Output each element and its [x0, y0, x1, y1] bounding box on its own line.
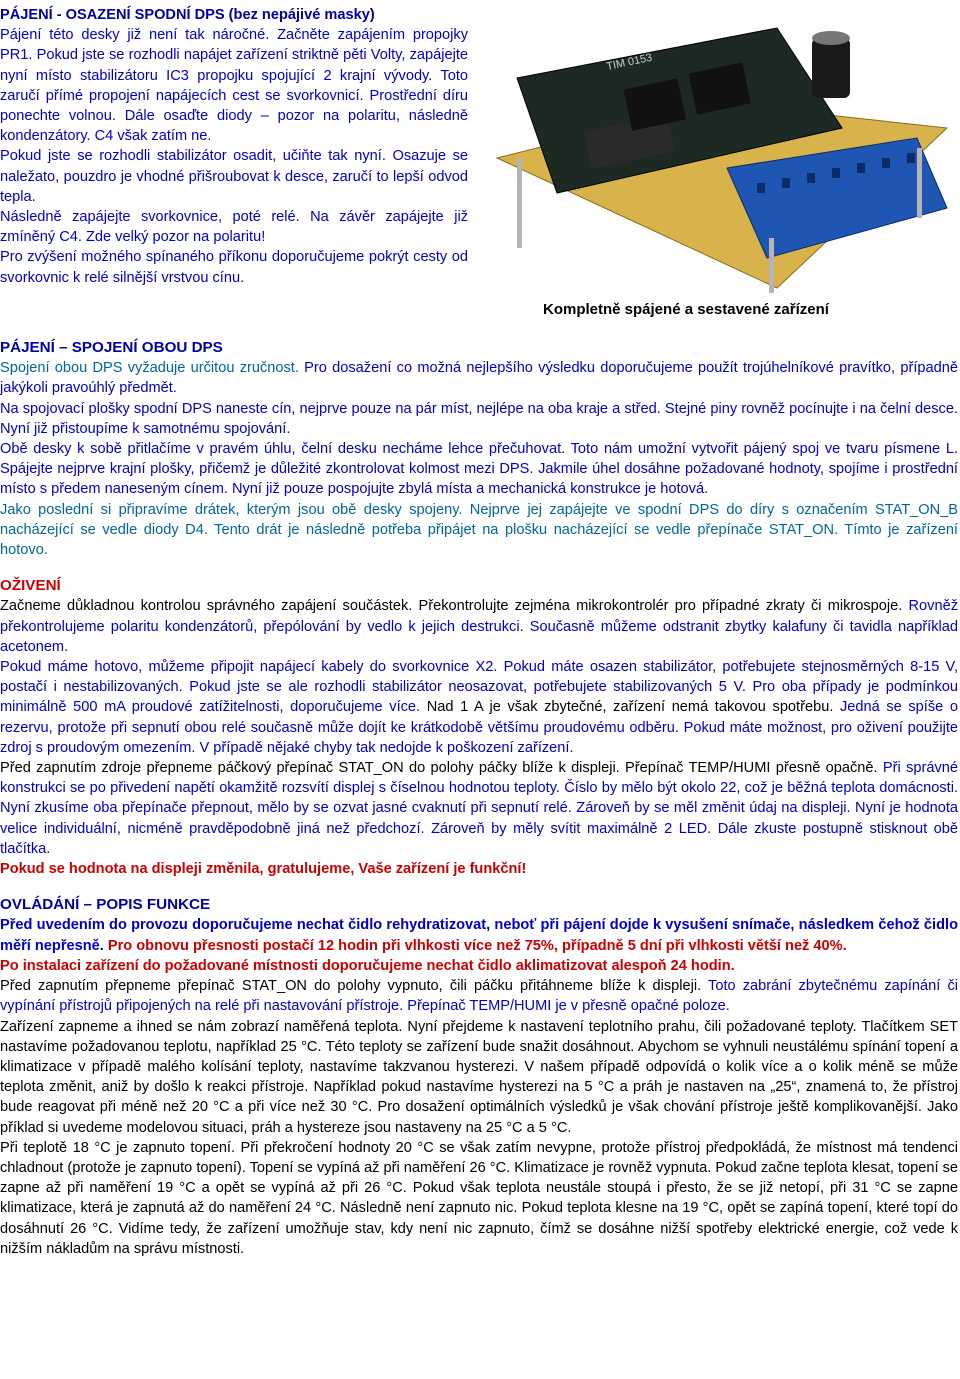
device-photo: [477, 8, 959, 296]
paragraph: Při teplotě 18 °C je zapnuto topení. Při překročení hodnoty 20 °C se však zatím nevypne, protože přístroj předpokládá, že místnost má tendenci chladnout (protože je zapnuto topení). Topení se vypíná až při naměření 26 °C. Klimatizace je rovněž vypnuta. Pokud začne teplota klesat, topení se zapne až při naměření 19 °C a opět se vypíná až při 26 °C. Pokud však teplota neustále stoupá i přesto, že se již netopí, při 31 °C se zapne klimatizace, která je zapnutá až do naměření 24 °C. Následně není zapnuto nic. Pokud teplota klesne na 19 °C, opět se zapíná topení, které topí do dosáhnutí 26 °C. Vidíme tedy, že zařízení umožňuje stav, kdy není nic zapnuto, čímž se dosáhne nižší spotřeby elektrické energie, což vede k nižším nákladům na správu místnosti.: [0, 1139, 958, 1257]
paragraph: Před zapnutím zdroje přepneme páčkový přepínač STAT_ON do polohy páčky blíže k displeji. Přepínač TEMP/HUMI přesně opačně. Při správné konstrukci se po přivedení napětí okamžitě rozsvítí displej s číselnou hodnotou teploty. Číslo by mělo být okolo 22, což je běžná teplota domácnosti. Nyní zkusíme oba přepínače přepnout, mělo by se ozvat jasné cvaknutí při sepnutí relé. Zároveň by se měl změnit údaj na displeji. Nyní je hodnota velice individuální, nicméně pravděpodobně jiná než předchozí. Zároveň by měly svítit maximálně 2 LED. Dále zkuste postupně stisknout obě tlačítka.: [0, 760, 958, 857]
paragraph: Pokud jste se rozhodli stabilizátor osadit, učiňte tak nyní. Osazuje se naležato, pouzdro je vhodné přišroubovat k desce, zaručí to lepší odvod tepla.: [0, 148, 468, 205]
top-text-column: [0, 5, 468, 288]
paragraph: Následně zapájejte svorkovnice, poté relé. Na závěr zapájejte již zmíněný C4. Zde velký pozor na polaritu!: [0, 209, 468, 246]
paragraph: Pokud se hodnota na displeji změnila, gratulujeme, Vaše zařízení je funkční!: [0, 861, 527, 878]
paragraph: Pro zvýšení možného spínaného příkonu doporučujeme pokrýt cesty od svorkovnic k relé silnější vrstvou cínu.: [0, 249, 468, 286]
section-title-operation: OVLÁDÁNÍ – POPIS FUNKCE: [0, 896, 211, 914]
paragraph: Před uvedením do provozu doporučujeme nechat čidlo rehydratizovat, neboť při pájení dojde k vysušení snímače, následkem čehož čidlo měří nepřesně. Pro obnovu přesnosti postačí 12 hodin při vlhkosti více než 75%, případně 5 dní při vlhkosti větší než 40%.: [0, 917, 958, 954]
paragraph: Po instalaci zařízení do požadované místnosti doporučujeme nechat čidlo aklimatizovat alespoň 24 hodin.: [0, 957, 735, 974]
paragraph: Obě desky k sobě přitlačíme v pravém úhlu, čelní desku necháme lehce přečuhovat. Toto nám umožní vytvořit pájený spoj ve tvaru písmene L. Spájejte nejprve krajní plošky, přičemž je důležité zkontrolovat kolmost mezi DPS. Jakmile úhel dosáhne požadované hodnoty, spojíme i prostřední místo s předem naneseným cínem. Nyní již pouze pospojujte zbylá místa a mechanická konstrukce je hotová.: [0, 441, 958, 498]
photo-caption: Kompletně spájené a sestavené zařízení: [543, 301, 829, 318]
paragraph: Na spojovací plošky spodní DPS naneste cín, nejprve pouze na pár míst, nejlépe na oba kraje a střed. Stejné piny rovněž pocínujte i na čelní desce. Nyní již přistoupíme k samotnému spojování.: [0, 400, 958, 437]
paragraph: Před zapnutím přepneme přepínač STAT_ON do polohy vypnuto, čili páčku přitáhneme blíže k displeji. Toto zabrání zbytečnému zapínání či vypínání přístrojů připojených na relé při nastavování přístroje. Přepínač TEMP/HUMI je v přesně opačné poloze.: [0, 978, 958, 1015]
paragraph: Spojení obou DPS vyžaduje určitou zručnost. Pro dosažení co možná nejlepšího výsledku doporučujeme použít trojúhelníkové pravítko, případně jakýkoli pravoúhlý předmět.: [0, 360, 958, 397]
device-photo-illustration: [477, 8, 959, 296]
paragraph: Pokud máme hotovo, můžeme připojit napájecí kabely do svorkovnice X2. Pokud máte osazen stabilizátor, potřebujete stejnosměrných 8-15 V, postačí i nestabilizovaných. Pokud jste se ale rozhodli stabilizátor neosazovat, potřebujete stabilizovaných 5 V. Pro oba případy je podmínkou minimálně 500 mA proudové zatížitelnosti, doporučujeme více. Nad 1 A je však zbytečné, zařízení nemá takovou spotřebu. Jedná se spíše o rezervu, protože při sepnutí obou relé současně může dojít ke krátkodobě většímu proudovému odběru. Pokud máte možnost, pro oživení použijte zdroj s proudovým omezením. V případě nějaké chyby tak nedojde k poškození zařízení.: [0, 659, 958, 756]
paragraph: Začneme důkladnou kontrolou správného zapájení součástek. Překontrolujte zejména mikrokontrolér pro případné zkraty či mikrospoje. Rovněž překontrolujeme polaritu kondenzátorů, přepólování by vedlo k jejich destrukci. Současně můžeme odstranit zbytky kalafuny či tavidla například acetonem.: [0, 598, 958, 655]
main-body: [0, 330, 958, 1259]
paragraph: Jako poslední si připravíme drátek, kterým jsou obě desky spojeny. Nejprve jej zapájejte ve spodní DPS do díry s označením STAT_ON_B nacházející se vedle diody D4. Tento drát je následně potřeba připájet na plošku nacházející se vedle přepínače STAT_ON. Tímto je zařízení hotovo.: [0, 501, 958, 559]
section-title-startup: OŽIVENÍ: [0, 577, 61, 595]
paragraph: Zařízení zapneme a ihned se nám zobrazí naměřená teplota. Nyní přejdeme k nastavení teplotního prahu, čili požadované teploty. Tlačítkem SET nastavíme požadovanou teplotu, například 25 °C. Této teploty se zařízení bude snažit dosáhnout. Abychom se vyhnuli neustálému spínání topení a klimatizace v případě malého kolísání teploty, nastavíme takzvanou hysterezi. V našem případě odpovídá o kolik více a o kolik méně se může teplota změnit, aniž by došlo k reakci přístroje. Například pokud nastavíme hysterezi na 5 °C a práh je nastaven na „25“, znamená to, že přístroj bude reagovat při méně než 20 °C a při více než 30 °C. Pro dosažení optimálních výsledků je však chování přístroje ještě komplikovanější. Jako příklad si uvedeme modelovou situaci, práh a hystereze jsou nastaveny na 25 °C a 5 °C.: [0, 1018, 958, 1136]
board-label: TIM 0153: [605, 51, 654, 74]
section-title-joining: PÁJENÍ – SPOJENÍ OBOU DPS: [0, 339, 223, 356]
paragraph: Pájení této desky již není tak náročné. Začněte zapájením propojky PR1. Pokud jste se rozhodli napájet zařízení striktně pěti Volty, zapájejte nyní místo stabilizátoru IC3 propojku spojující 2 krajní vývody. Toto zaručí přímé propojení napájecích cest se svorkovnicí. Prostřední díru ponechte volnou. Dále osaďte diody – pozor na polaritu, následně kondenzátory. C4 však zatím ne.: [0, 27, 468, 145]
section-title-soldering-bottom: PÁJENÍ - OSAZENÍ SPODNÍ DPS (bez nepájivé masky): [0, 7, 375, 23]
